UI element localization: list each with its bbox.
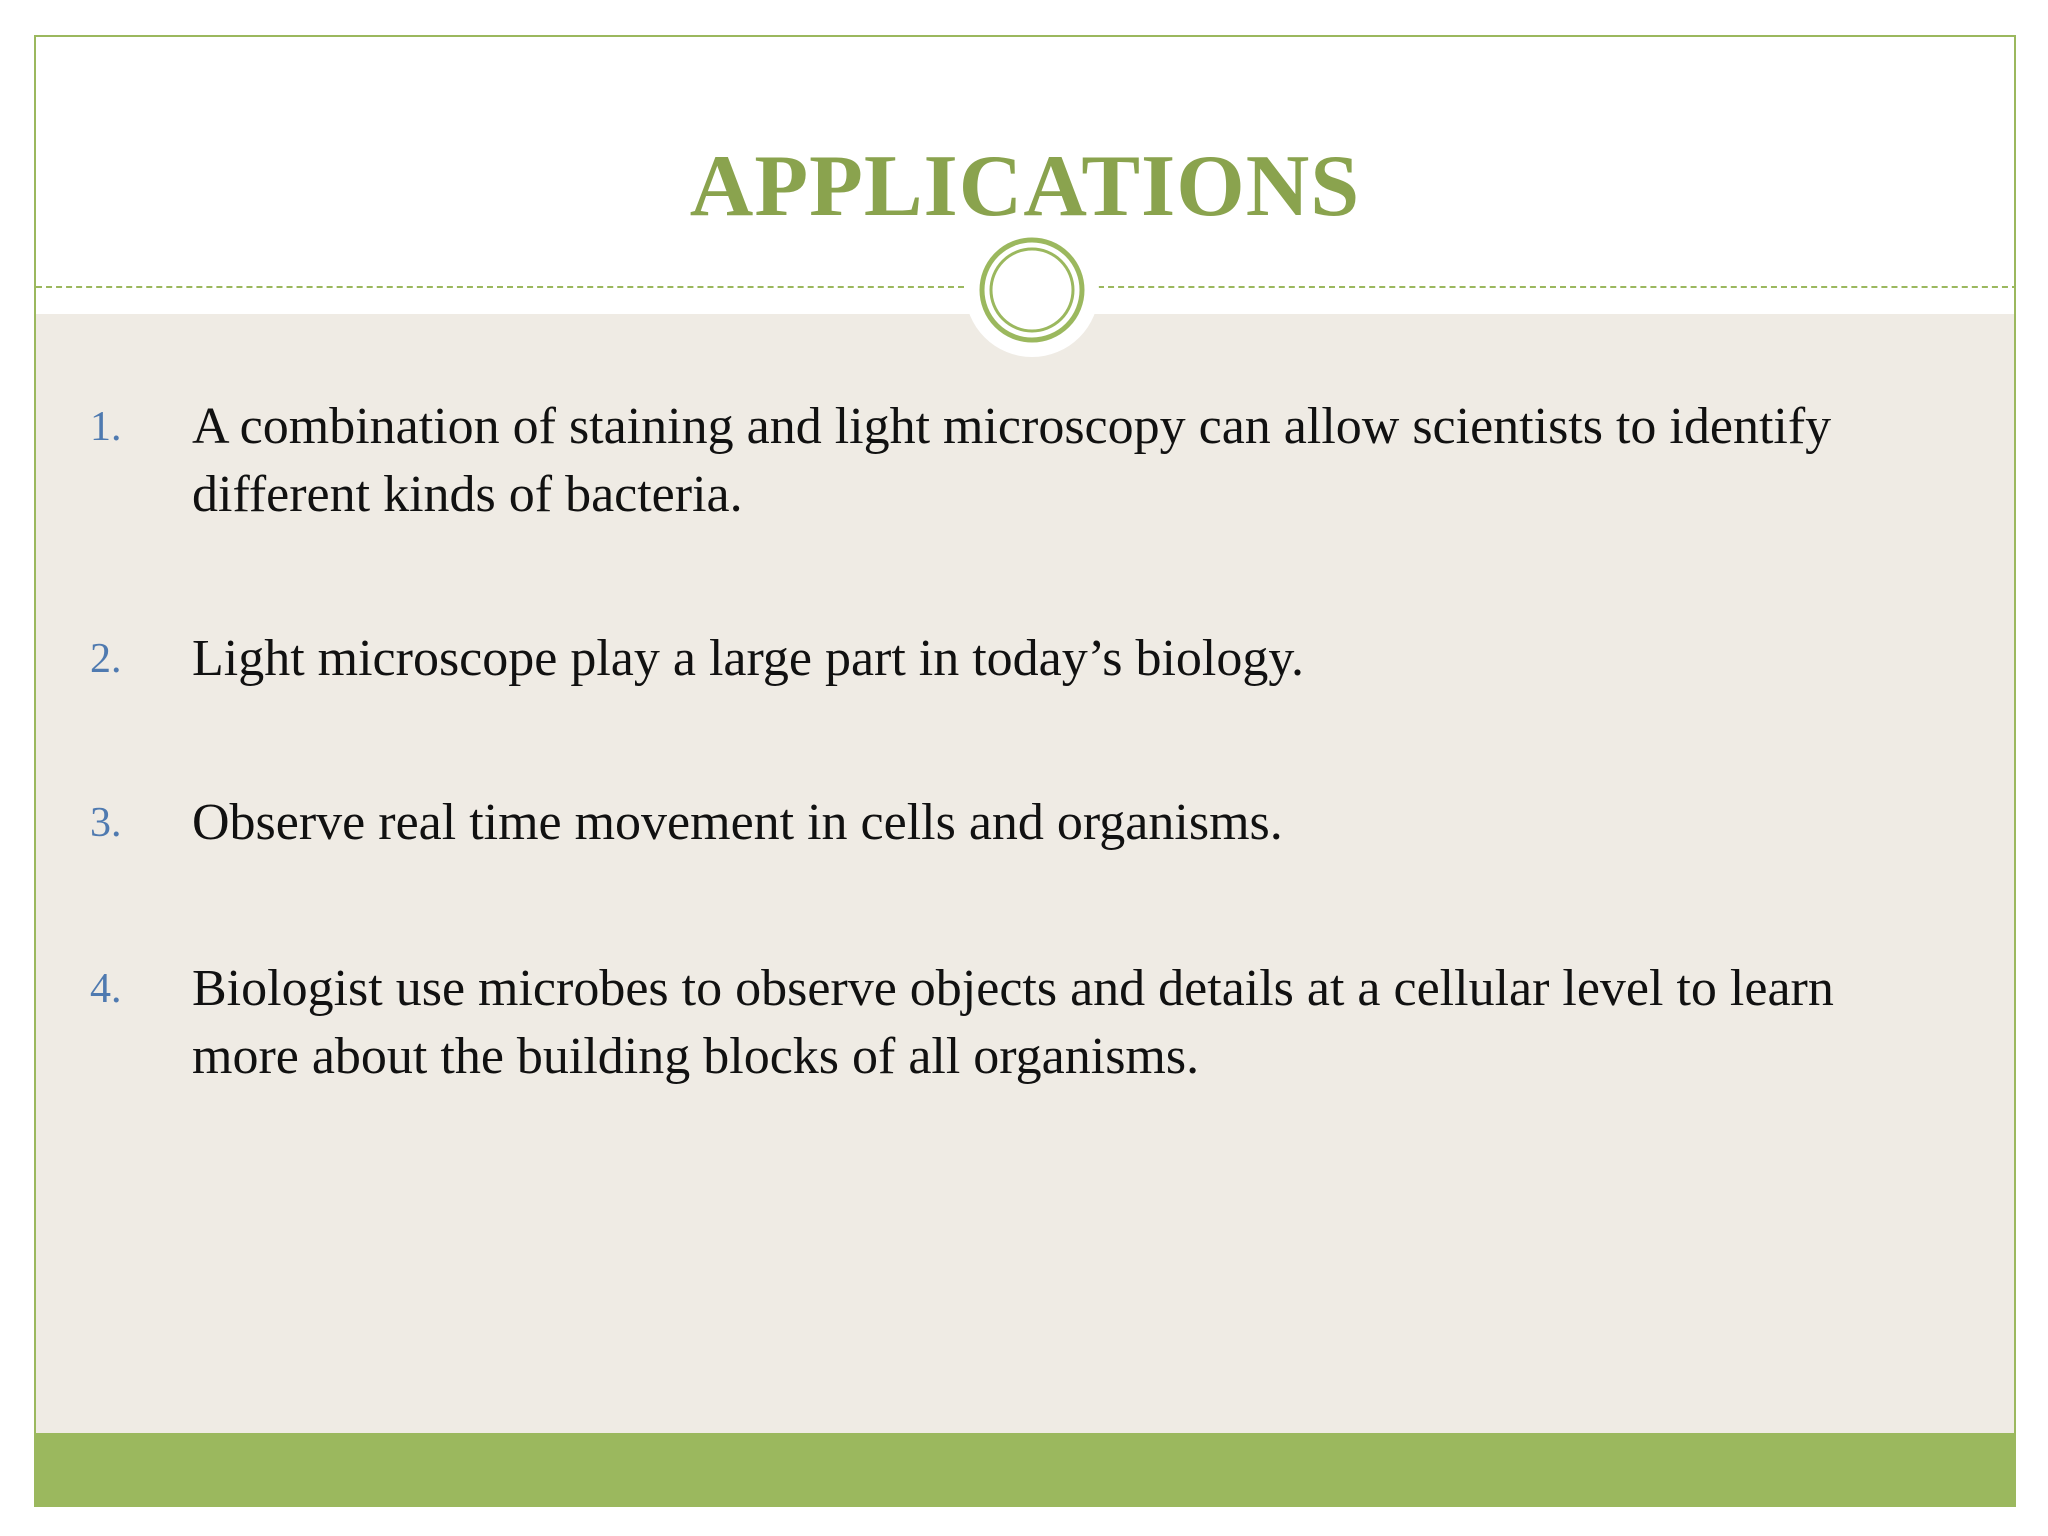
list-item-text: Observe real time movement in cells and organisms. xyxy=(192,794,1283,851)
title-divider-right xyxy=(1098,286,2016,288)
list-item-text: Light microscope play a large part in today’s biology. xyxy=(192,630,1304,687)
list-item-number: 3. xyxy=(90,800,122,846)
list-item-number: 1. xyxy=(90,404,122,450)
footer-bar xyxy=(36,1433,2014,1505)
list-item-text: Biologist use microbes to observe objects and details at a cellular level to learn more about the building blocks of all organisms. xyxy=(192,960,1834,1085)
list-item-number: 4. xyxy=(90,966,122,1012)
slide-title: APPLICATIONS xyxy=(689,138,1361,235)
double-ring-circle-icon xyxy=(977,235,1087,345)
title-divider-left xyxy=(36,286,964,288)
list-item-text: A combination of staining and light microscopy can allow scientists to identify different kinds of bacteria. xyxy=(192,398,1832,523)
list-item-number: 2. xyxy=(90,636,122,682)
slide-frame xyxy=(34,35,2016,1507)
